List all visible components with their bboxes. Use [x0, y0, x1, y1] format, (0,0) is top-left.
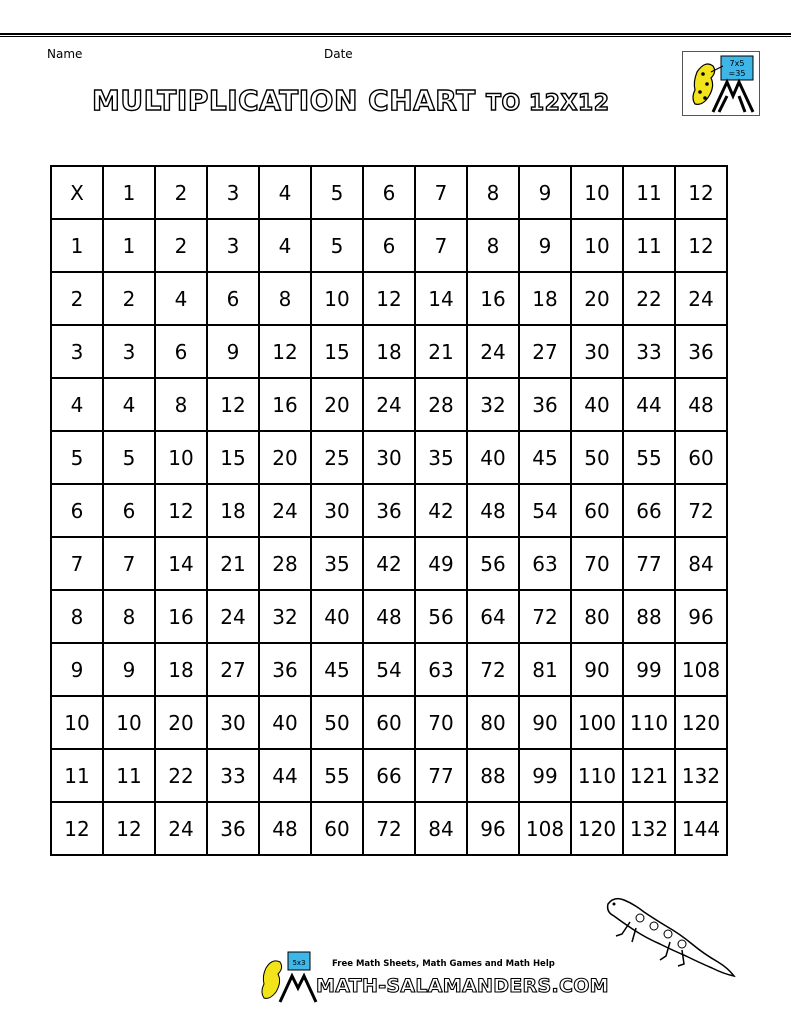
table-cell: 30 — [571, 325, 623, 378]
table-cell: 96 — [467, 802, 519, 855]
row-header: 9 — [51, 643, 103, 696]
table-cell: 132 — [675, 749, 727, 802]
spot — [698, 90, 702, 94]
row-header: 2 — [51, 272, 103, 325]
table-cell: 16 — [155, 590, 207, 643]
table-cell: 90 — [519, 696, 571, 749]
table-cell: 108 — [675, 643, 727, 696]
footer-salamander-icon — [258, 950, 318, 1005]
table-cell: 110 — [571, 749, 623, 802]
table-cell: 9 — [207, 325, 259, 378]
table-cell: 8 — [467, 219, 519, 272]
table-cell: 42 — [415, 484, 467, 537]
column-header: 12 — [675, 166, 727, 219]
header-row — [51, 166, 727, 219]
table-cell: 80 — [467, 696, 519, 749]
table-cell: 49 — [415, 537, 467, 590]
table-cell: 72 — [675, 484, 727, 537]
row-header: 8 — [51, 590, 103, 643]
table-cell: 6 — [207, 272, 259, 325]
table-cell: 54 — [363, 643, 415, 696]
table-cell: 36 — [259, 643, 311, 696]
table-cell: 18 — [207, 484, 259, 537]
table-cell: 50 — [571, 431, 623, 484]
table-cell: 11 — [623, 219, 675, 272]
name-label: Name — [47, 47, 83, 61]
table-cell: 24 — [155, 802, 207, 855]
table-row — [51, 802, 727, 855]
table-cell: 90 — [571, 643, 623, 696]
footer-m-shape — [280, 976, 316, 1002]
footer-brand: MATH-SALAMANDERS.COM — [316, 975, 609, 997]
column-header: 5 — [311, 166, 363, 219]
table-cell: 12 — [155, 484, 207, 537]
table-cell: 12 — [363, 272, 415, 325]
table-cell: 27 — [519, 325, 571, 378]
row-header: 1 — [51, 219, 103, 272]
table-cell: 6 — [363, 219, 415, 272]
table-cell: 30 — [207, 696, 259, 749]
corner-cell: X — [51, 166, 103, 219]
table-cell: 81 — [519, 643, 571, 696]
row-header: 5 — [51, 431, 103, 484]
footer-logo — [258, 950, 609, 1005]
table-cell: 84 — [415, 802, 467, 855]
table-cell: 32 — [259, 590, 311, 643]
table-cell: 21 — [415, 325, 467, 378]
table-cell: 6 — [103, 484, 155, 537]
spot — [703, 96, 707, 100]
table-cell: 88 — [623, 590, 675, 643]
spot — [701, 72, 705, 76]
table-cell: 30 — [363, 431, 415, 484]
table-cell: 8 — [103, 590, 155, 643]
table-cell: 35 — [415, 431, 467, 484]
table-cell: 48 — [363, 590, 415, 643]
table-cell: 63 — [519, 537, 571, 590]
column-header: 9 — [519, 166, 571, 219]
table-cell: 18 — [363, 325, 415, 378]
table-cell: 70 — [571, 537, 623, 590]
table-cell: 24 — [363, 378, 415, 431]
table-cell: 22 — [155, 749, 207, 802]
table-cell: 55 — [311, 749, 363, 802]
table-cell: 8 — [155, 378, 207, 431]
m-letter-shape — [713, 82, 753, 112]
table-cell: 56 — [415, 590, 467, 643]
row-header: 4 — [51, 378, 103, 431]
table-cell: 4 — [103, 378, 155, 431]
table-cell: 44 — [623, 378, 675, 431]
column-header: 11 — [623, 166, 675, 219]
table-cell: 36 — [675, 325, 727, 378]
column-header: 1 — [103, 166, 155, 219]
table-cell: 16 — [467, 272, 519, 325]
table-cell: 40 — [311, 590, 363, 643]
table-cell: 99 — [519, 749, 571, 802]
table-cell: 15 — [311, 325, 363, 378]
table-cell: 18 — [155, 643, 207, 696]
table-cell: 108 — [519, 802, 571, 855]
table-cell: 96 — [675, 590, 727, 643]
table-cell: 44 — [259, 749, 311, 802]
column-header: 3 — [207, 166, 259, 219]
table-cell: 33 — [207, 749, 259, 802]
table-cell: 2 — [103, 272, 155, 325]
table-cell: 9 — [103, 643, 155, 696]
table-cell: 21 — [207, 537, 259, 590]
table-cell: 4 — [155, 272, 207, 325]
table-cell: 33 — [623, 325, 675, 378]
table-row — [51, 749, 727, 802]
table-cell: 24 — [207, 590, 259, 643]
table-cell: 22 — [623, 272, 675, 325]
table-cell: 11 — [103, 749, 155, 802]
row-header: 7 — [51, 537, 103, 590]
table-cell: 27 — [207, 643, 259, 696]
table-row — [51, 272, 727, 325]
table-cell: 64 — [467, 590, 519, 643]
footer-board-text: 5x3 — [292, 959, 306, 967]
table-cell: 60 — [675, 431, 727, 484]
table-row — [51, 590, 727, 643]
row-header: 12 — [51, 802, 103, 855]
table-row — [51, 484, 727, 537]
spot — [705, 82, 709, 86]
table-cell: 72 — [467, 643, 519, 696]
table-cell: 144 — [675, 802, 727, 855]
table-cell: 120 — [675, 696, 727, 749]
table-cell: 132 — [623, 802, 675, 855]
table-cell: 80 — [571, 590, 623, 643]
table-cell: 24 — [259, 484, 311, 537]
table-cell: 30 — [311, 484, 363, 537]
table-cell: 24 — [675, 272, 727, 325]
table-cell: 66 — [363, 749, 415, 802]
row-header: 3 — [51, 325, 103, 378]
title-tail: TO 12X12 — [485, 91, 610, 116]
table-row — [51, 431, 727, 484]
table-cell: 42 — [363, 537, 415, 590]
table-cell: 60 — [311, 802, 363, 855]
table-cell: 8 — [259, 272, 311, 325]
table-cell: 88 — [467, 749, 519, 802]
table-cell: 45 — [311, 643, 363, 696]
table-cell: 60 — [363, 696, 415, 749]
table-cell: 9 — [519, 219, 571, 272]
table-cell: 7 — [415, 219, 467, 272]
table-cell: 20 — [311, 378, 363, 431]
table-cell: 45 — [519, 431, 571, 484]
table-cell: 12 — [207, 378, 259, 431]
table-row — [51, 696, 727, 749]
table-cell: 1 — [103, 219, 155, 272]
table-cell: 28 — [415, 378, 467, 431]
table-cell: 36 — [519, 378, 571, 431]
table-cell: 63 — [415, 643, 467, 696]
table-cell: 77 — [623, 537, 675, 590]
table-cell: 12 — [675, 219, 727, 272]
title-main: MULTIPLICATION CHART — [92, 84, 476, 117]
table-cell: 36 — [207, 802, 259, 855]
column-header: 6 — [363, 166, 415, 219]
table-cell: 5 — [311, 219, 363, 272]
table-cell: 12 — [259, 325, 311, 378]
table-cell: 121 — [623, 749, 675, 802]
column-header: 10 — [571, 166, 623, 219]
column-header: 4 — [259, 166, 311, 219]
table-cell: 48 — [259, 802, 311, 855]
table-cell: 120 — [571, 802, 623, 855]
outline-eye — [613, 903, 616, 906]
table-cell: 99 — [623, 643, 675, 696]
table-cell: 3 — [207, 219, 259, 272]
table-cell: 10 — [311, 272, 363, 325]
table-cell: 77 — [415, 749, 467, 802]
column-header: 8 — [467, 166, 519, 219]
table-cell: 48 — [675, 378, 727, 431]
table-cell: 40 — [467, 431, 519, 484]
table-cell: 35 — [311, 537, 363, 590]
table-cell: 110 — [623, 696, 675, 749]
table-cell: 36 — [363, 484, 415, 537]
table-cell: 10 — [103, 696, 155, 749]
table-cell: 72 — [519, 590, 571, 643]
table-cell: 56 — [467, 537, 519, 590]
table-cell: 25 — [311, 431, 363, 484]
table-cell: 6 — [155, 325, 207, 378]
table-cell: 84 — [675, 537, 727, 590]
table-cell: 24 — [467, 325, 519, 378]
table-cell: 16 — [259, 378, 311, 431]
table-cell: 28 — [259, 537, 311, 590]
footer-tagline: Free Math Sheets, Math Games and Math Help — [332, 959, 555, 969]
column-header: 2 — [155, 166, 207, 219]
table-row — [51, 378, 727, 431]
table-cell: 5 — [103, 431, 155, 484]
table-cell: 3 — [103, 325, 155, 378]
column-header: 7 — [415, 166, 467, 219]
table-cell: 50 — [311, 696, 363, 749]
table-row — [51, 219, 727, 272]
footer-salamander-body — [262, 961, 282, 999]
table-cell: 100 — [571, 696, 623, 749]
table-cell: 14 — [415, 272, 467, 325]
table-cell: 2 — [155, 219, 207, 272]
table-cell: 60 — [571, 484, 623, 537]
table-cell: 40 — [571, 378, 623, 431]
table-cell: 4 — [259, 219, 311, 272]
table-cell: 12 — [103, 802, 155, 855]
table-cell: 10 — [155, 431, 207, 484]
date-label: Date — [324, 47, 353, 61]
table-cell: 40 — [259, 696, 311, 749]
table-cell: 10 — [571, 219, 623, 272]
table-cell: 20 — [571, 272, 623, 325]
table-cell: 66 — [623, 484, 675, 537]
table-cell: 14 — [155, 537, 207, 590]
board-line-2: =35 — [728, 69, 746, 78]
salamander-outline-icon — [600, 892, 740, 986]
page-title — [92, 84, 610, 128]
board-line-1: 7x5 — [729, 59, 745, 68]
row-header: 6 — [51, 484, 103, 537]
table-row — [51, 325, 727, 378]
table-cell: 55 — [623, 431, 675, 484]
table-row — [51, 537, 727, 590]
salamander-teacher-icon — [683, 52, 759, 115]
table-cell: 32 — [467, 378, 519, 431]
table-cell: 48 — [467, 484, 519, 537]
table-row — [51, 643, 727, 696]
multiplication-table — [50, 165, 728, 856]
table-cell: 72 — [363, 802, 415, 855]
top-rule — [0, 33, 791, 37]
table-cell: 54 — [519, 484, 571, 537]
table-cell: 20 — [259, 431, 311, 484]
table-cell: 20 — [155, 696, 207, 749]
table-cell: 18 — [519, 272, 571, 325]
table-cell: 70 — [415, 696, 467, 749]
salamander-teacher-logo — [682, 51, 760, 116]
row-header: 11 — [51, 749, 103, 802]
table-cell: 7 — [103, 537, 155, 590]
table-cell: 15 — [207, 431, 259, 484]
row-header: 10 — [51, 696, 103, 749]
